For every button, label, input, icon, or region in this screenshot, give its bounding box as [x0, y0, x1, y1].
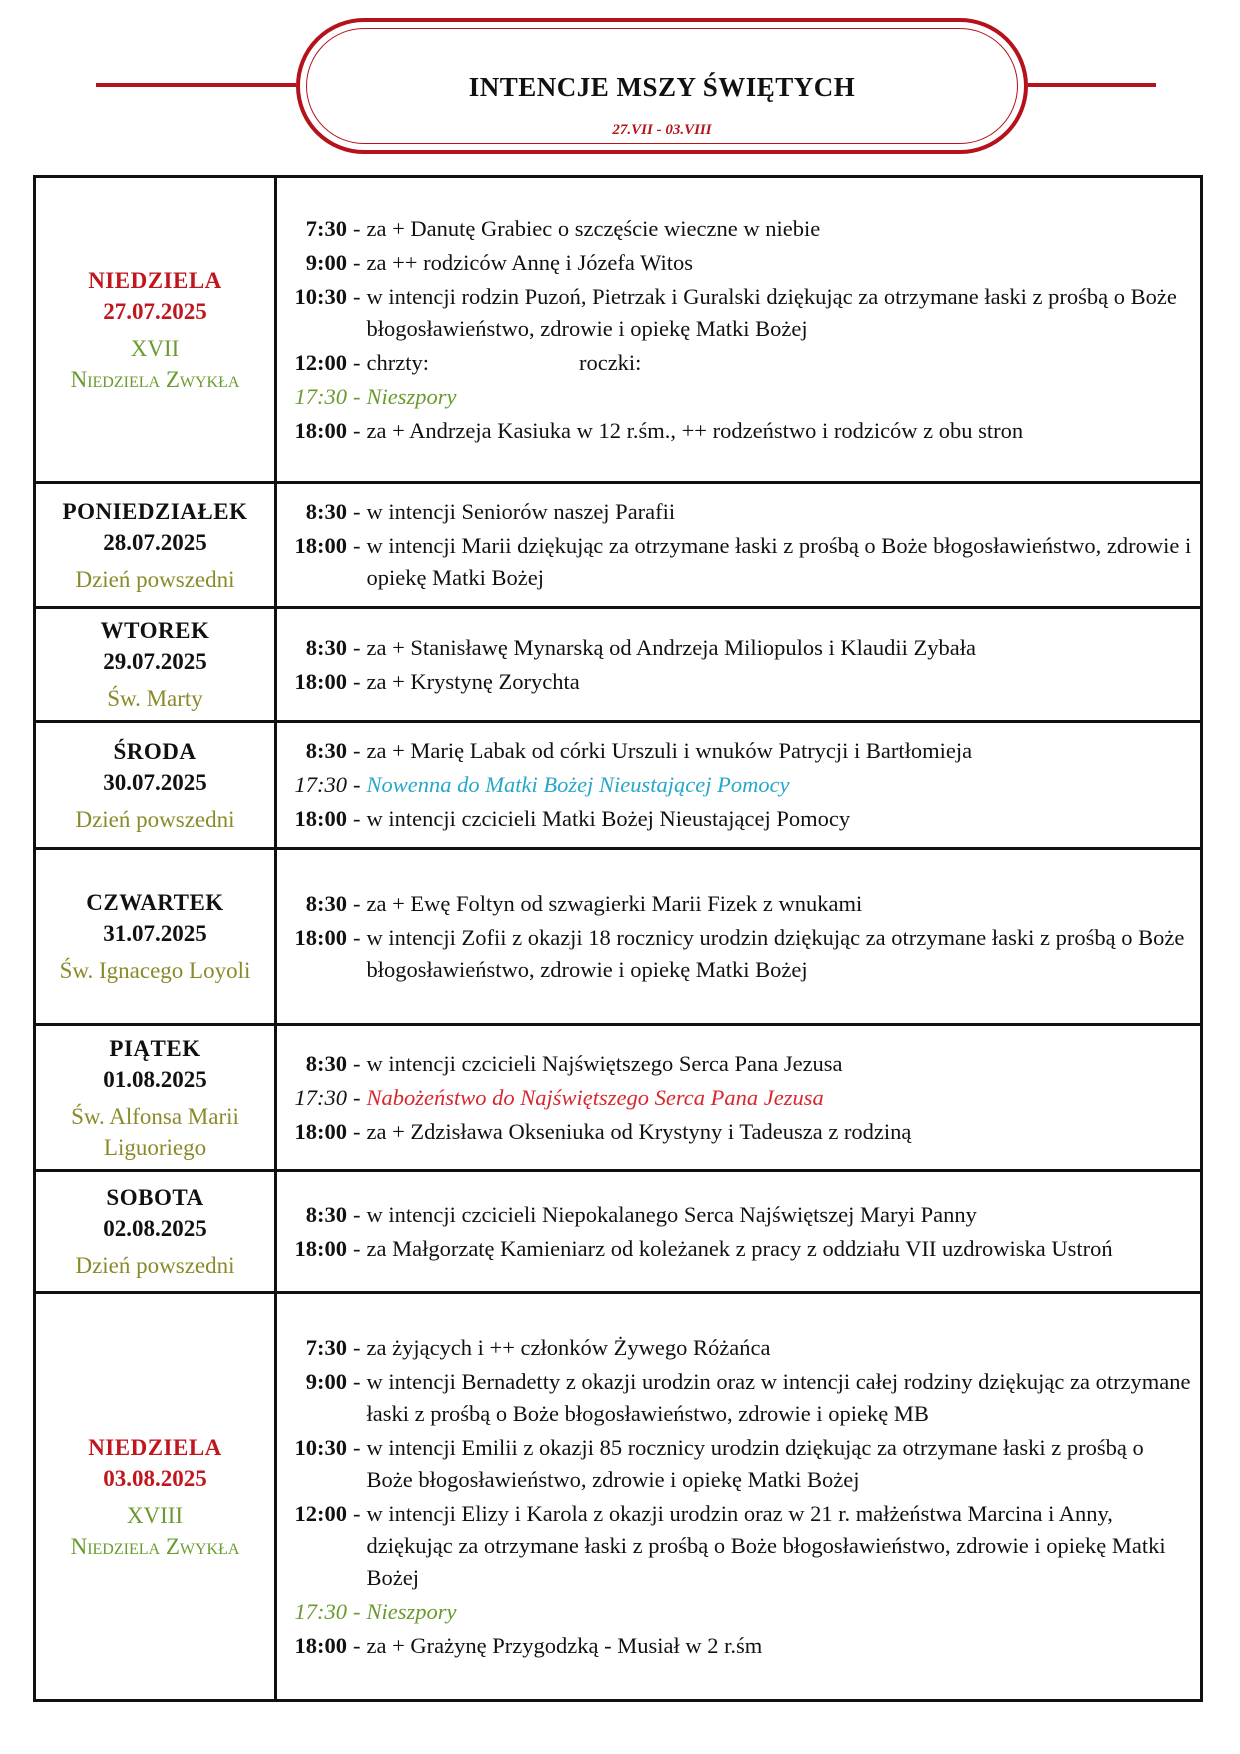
baptisms-label: chrzty:: [366, 349, 429, 375]
day-date: 29.07.2025: [103, 649, 207, 674]
separator: -: [353, 499, 361, 524]
mass-entry-devotion: [281, 1082, 1192, 1114]
day-name: SOBOTA: [106, 1185, 204, 1210]
separator: -: [353, 1084, 361, 1110]
mass-intention: za + Stanisławę Mynarską od Andrzeja Miliopulos i Klaudii Zybała: [366, 634, 976, 660]
mass-time: 17:30: [294, 1598, 347, 1624]
mass-schedule-table: [33, 175, 1203, 1702]
mass-entry: [281, 1498, 1192, 1594]
page-title: INTENCJE MSZY ŚWIĘTYCH: [468, 72, 856, 102]
feast-line: Dzień powszedni: [75, 1253, 235, 1278]
masses-cell: [276, 483, 1202, 608]
feast-line: Liguoriego: [103, 1134, 207, 1160]
separator: -: [353, 1334, 361, 1360]
separator: -: [353, 772, 361, 797]
feast-line: Dzień powszedni: [75, 566, 235, 592]
mass-time: 8:30: [305, 890, 347, 916]
separator: -: [353, 1434, 361, 1460]
day-row-tuesday: [35, 608, 1202, 722]
feast-line: Św. Ignacego Loyoli: [59, 958, 251, 983]
masses-cell: [276, 1025, 1202, 1171]
mass-intention: za + Zdzisława Okseniuka od Krystyny i Tadeusza z rodziną: [366, 1118, 912, 1144]
day-cell: [35, 849, 276, 1025]
mass-entry: [281, 281, 1192, 345]
header-banner: [296, 18, 1028, 154]
feast-line: Dzień powszedni: [75, 806, 235, 832]
day-name: PONIEDZIAŁEK: [62, 498, 248, 524]
day-name: ŚRODA: [113, 738, 197, 764]
mass-time: 18:00: [294, 924, 347, 950]
separator: -: [353, 738, 361, 763]
page-subtitle: 27.VII - 03.VIII: [612, 122, 712, 138]
mass-entry: [281, 632, 1192, 664]
mass-entry: [281, 530, 1192, 594]
mass-time: 9:00: [305, 249, 347, 275]
mass-time: 10:30: [294, 1434, 347, 1460]
header-rule-left: [96, 83, 296, 87]
mass-intention: w intencji Zofii z okazji 18 rocznicy urodzin dziękując za otrzymane łaski z prośbą o Boże błogosławieństwo, zdrowie i opiekę Matki Bożej: [366, 924, 1185, 982]
mass-intention: w intencji czcicieli Najświętszego Serca Pana Jezusa: [366, 1050, 843, 1076]
masses-cell: [276, 1171, 1202, 1293]
separator: -: [353, 1050, 361, 1076]
day-cell: [35, 1293, 276, 1701]
mass-entry: [281, 1116, 1192, 1148]
mass-entry: [281, 922, 1192, 986]
service-name: Nieszpory: [366, 383, 457, 409]
birthdays-label: roczki:: [578, 349, 642, 375]
separator: -: [353, 249, 361, 275]
day-row-friday: [35, 1025, 1202, 1171]
mass-entry: [281, 1233, 1192, 1265]
mass-intention: w intencji czcicieli Matki Bożej Nieustającej Pomocy: [366, 806, 851, 831]
separator: -: [353, 1118, 361, 1144]
day-date: 30.07.2025: [103, 769, 207, 795]
day-cell: [35, 722, 276, 849]
separator: -: [353, 215, 361, 241]
mass-time: 8:30: [305, 1201, 347, 1227]
mass-time: 18:00: [294, 1235, 347, 1261]
mass-intention: za + Marię Labak od córki Urszuli i wnuków Patrycji i Bartłomieja: [366, 738, 973, 763]
mass-intention: za ++ rodziców Annę i Józefa Witos: [366, 249, 693, 275]
mass-intention: za żyjących i ++ członków Żywego Różańca: [366, 1334, 771, 1360]
feast-line: Św. Marty: [107, 686, 203, 711]
mass-entry: [281, 1432, 1192, 1496]
service-name: Nieszpory: [366, 1598, 457, 1624]
mass-time: 17:30: [294, 772, 347, 797]
mass-intention: za + Grażynę Przygodzką - Musiał w 2 r.śm: [366, 1632, 763, 1658]
day-cell: [35, 177, 276, 483]
mass-intention: za + Krystynę Zorychta: [366, 668, 580, 694]
mass-time: 9:00: [305, 1368, 347, 1394]
day-name: NIEDZIELA: [88, 267, 222, 293]
mass-intention: za + Ewę Foltyn od szwagierki Marii Fizek z wnukami: [366, 890, 863, 916]
mass-time: 18:00: [294, 533, 347, 558]
mass-time: 8:30: [305, 499, 347, 524]
mass-entry-vespers: [281, 381, 1192, 413]
mass-entry: [281, 888, 1192, 920]
separator: -: [353, 283, 361, 309]
feast-line: Św. Alfonsa Marii: [71, 1103, 239, 1129]
mass-entry: [281, 1630, 1192, 1662]
mass-time: 8:30: [305, 738, 347, 763]
header-rule-right: [1028, 83, 1156, 87]
separator: -: [353, 668, 361, 694]
separator: -: [353, 1201, 361, 1227]
day-date: 01.08.2025: [103, 1066, 207, 1092]
mass-time: 7:30: [305, 215, 347, 241]
day-date: 03.08.2025: [103, 1465, 207, 1491]
separator: -: [353, 1235, 361, 1261]
mass-entry: [281, 1366, 1192, 1430]
day-cell: [35, 608, 276, 722]
masses-cell: [276, 608, 1202, 722]
separator: -: [353, 1632, 361, 1658]
mass-entry: [281, 415, 1192, 447]
feast-line: Niedziela Zwykła: [70, 366, 240, 392]
mass-time: 18:00: [294, 668, 347, 694]
separator: -: [353, 634, 361, 660]
mass-time: 12:00: [294, 1500, 347, 1526]
mass-entry: [281, 496, 1192, 528]
masses-cell: [276, 849, 1202, 1025]
day-row-wednesday: [35, 722, 1202, 849]
separator: -: [353, 1368, 361, 1394]
mass-intention: w intencji czcicieli Niepokalanego Serca Najświętszej Maryi Panny: [366, 1201, 977, 1227]
mass-intention: w intencji Emilii z okazji 85 rocznicy urodzin dziękując za otrzymane łaski z prośbą o Boże błogosławieństwo, zdrowie i opiekę Matki Bożej: [366, 1434, 1144, 1492]
mass-intention: [367, 347, 1193, 379]
day-date: 28.07.2025: [103, 529, 207, 555]
separator: -: [353, 924, 361, 950]
mass-time: 17:30: [294, 1084, 347, 1110]
mass-entry: [281, 1332, 1192, 1364]
day-date: 27.07.2025: [103, 298, 207, 324]
mass-entry: [281, 347, 1192, 379]
day-name: PIĄTEK: [109, 1035, 201, 1061]
feast-line: XVII: [130, 335, 180, 361]
masses-cell: [276, 177, 1202, 483]
separator: -: [353, 1500, 361, 1526]
day-date: 02.08.2025: [103, 1216, 207, 1241]
feast-line: XVIII: [126, 1502, 184, 1528]
mass-entry: [281, 1199, 1192, 1231]
mass-intention: za Małgorzatę Kamieniarz od koleżanek z pracy z oddziału VII uzdrowiska Ustroń: [366, 1235, 1113, 1261]
separator: -: [353, 383, 361, 409]
mass-entry: [281, 213, 1192, 245]
mass-intention: w intencji Elizy i Karola z okazji urodzin oraz w 21 r. małżeństwa Marcina i Anny, dziękując za otrzymane łaski z prośbą o Boże błogosławieństwo, zdrowie i opiekę Matki Bożej: [366, 1500, 1166, 1590]
separator: -: [353, 1598, 361, 1624]
day-row-monday: [35, 483, 1202, 608]
masses-cell: [276, 1293, 1202, 1701]
day-name: WTOREK: [100, 618, 210, 643]
mass-time: 12:00: [294, 349, 347, 375]
mass-entry: [281, 803, 1192, 835]
mass-intention: w intencji Seniorów naszej Parafii: [366, 499, 676, 524]
day-name: NIEDZIELA: [88, 1434, 222, 1460]
separator: -: [353, 349, 361, 375]
mass-entry: [281, 1048, 1192, 1080]
day-row-sunday-1: [35, 177, 1202, 483]
mass-time: 17:30: [294, 383, 347, 409]
mass-entry: [281, 247, 1192, 279]
separator: -: [353, 533, 361, 558]
separator: -: [353, 806, 361, 831]
day-cell: [35, 1171, 276, 1293]
mass-time: 18:00: [294, 1118, 347, 1144]
mass-time: 8:30: [305, 634, 347, 660]
day-row-thursday: [35, 849, 1202, 1025]
mass-time: 8:30: [305, 1050, 347, 1076]
mass-time: 18:00: [294, 806, 347, 831]
feast-line: Niedziela Zwykła: [70, 1533, 240, 1559]
day-cell: [35, 1025, 276, 1171]
day-row-saturday: [35, 1171, 1202, 1293]
mass-entry: [281, 735, 1192, 767]
mass-entry: [281, 666, 1192, 698]
mass-time: 18:00: [294, 417, 347, 443]
mass-time: 10:30: [294, 283, 347, 309]
day-row-sunday-2: [35, 1293, 1202, 1701]
day-date: 31.07.2025: [103, 921, 207, 946]
masses-cell: [276, 722, 1202, 849]
mass-intention: w intencji Bernadetty z okazji urodzin oraz w intencji całej rodziny dziękując za otrzymane łaski z prośbą o Boże błogosławieństwo, zdrowie i opiekę MB: [366, 1368, 1191, 1426]
day-name: CZWARTEK: [86, 890, 224, 915]
day-cell: [35, 483, 276, 608]
mass-intention: za + Andrzeja Kasiuka w 12 r.śm., ++ rodzeństwo i rodziców z obu stron: [366, 417, 1024, 443]
separator: -: [353, 417, 361, 443]
service-name: Nabożeństwo do Najświętszego Serca Pana Jezusa: [366, 1084, 824, 1110]
mass-entry-vespers: [281, 1596, 1192, 1628]
mass-time: 7:30: [305, 1334, 347, 1360]
mass-intention: za + Danutę Grabiec o szczęście wieczne w niebie: [366, 215, 821, 241]
mass-time: 18:00: [294, 1632, 347, 1658]
mass-intention: w intencji rodzin Puzoń, Pietrzak i Guralski dziękując za otrzymane łaski z prośbą o Boże błogosławieństwo, zdrowie i opiekę Matki Bożej: [366, 283, 1177, 341]
mass-entry-novena: [281, 769, 1192, 801]
service-name: Nowenna do Matki Bożej Nieustającej Pomocy: [366, 772, 790, 797]
separator: -: [353, 890, 361, 916]
mass-intention: w intencji Marii dziękując za otrzymane łaski z prośbą o Boże błogosławieństwo, zdrowie i opiekę Matki Bożej: [366, 533, 1192, 590]
